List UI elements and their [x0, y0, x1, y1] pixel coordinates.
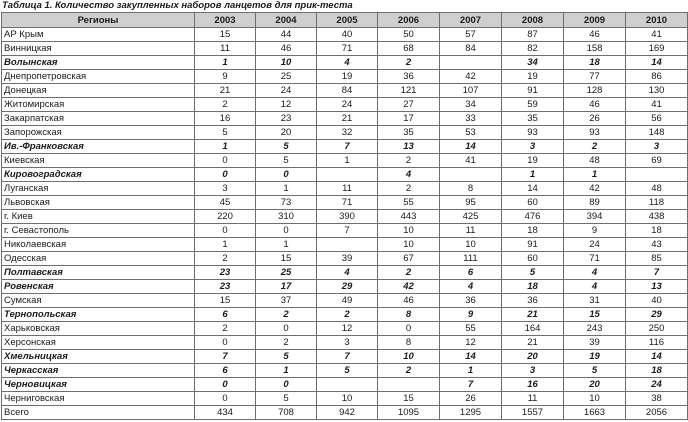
- column-header-year: 2006: [378, 13, 440, 28]
- value-cell: 20: [502, 350, 564, 364]
- value-cell: 116: [626, 336, 688, 350]
- table-row: [2, 98, 688, 112]
- value-cell: 71: [317, 42, 378, 56]
- value-cell: 0: [195, 378, 256, 392]
- value-cell: 41: [440, 154, 502, 168]
- table-row: [2, 252, 688, 266]
- region-name-cell: Днепропетровская: [2, 70, 195, 84]
- table-row: [2, 140, 688, 154]
- region-name-cell: Харьковская: [2, 322, 195, 336]
- value-cell: 2: [378, 182, 440, 196]
- table-row: [2, 42, 688, 56]
- value-cell: 12: [440, 336, 502, 350]
- value-cell: 71: [317, 196, 378, 210]
- value-cell: 1: [317, 154, 378, 168]
- value-cell: 9: [195, 70, 256, 84]
- value-cell: 21: [195, 84, 256, 98]
- value-cell: 2: [317, 308, 378, 322]
- value-cell: 8: [378, 308, 440, 322]
- value-cell: 10: [378, 224, 440, 238]
- table-row: [2, 112, 688, 126]
- region-name-cell: г. Киев: [2, 210, 195, 224]
- value-cell: 24: [317, 98, 378, 112]
- value-cell: 50: [378, 28, 440, 42]
- column-header-year: 2008: [502, 13, 564, 28]
- value-cell: 68: [378, 42, 440, 56]
- value-cell: 0: [256, 322, 317, 336]
- value-cell: 18: [626, 364, 688, 378]
- value-cell: 14: [626, 350, 688, 364]
- value-cell: 59: [502, 98, 564, 112]
- value-cell: 2: [378, 56, 440, 70]
- value-cell: 89: [564, 196, 626, 210]
- value-cell: 71: [564, 252, 626, 266]
- value-cell: 17: [256, 280, 317, 294]
- region-name-cell: Запорожская: [2, 126, 195, 140]
- value-cell: 0: [195, 336, 256, 350]
- value-cell: [317, 168, 378, 182]
- value-cell: 4: [564, 266, 626, 280]
- value-cell: 82: [502, 42, 564, 56]
- table-row: [2, 28, 688, 42]
- table-header-row: [2, 13, 688, 28]
- value-cell: 12: [256, 98, 317, 112]
- value-cell: 14: [502, 182, 564, 196]
- value-cell: 40: [626, 294, 688, 308]
- value-cell: 69: [626, 154, 688, 168]
- value-cell: 15: [256, 252, 317, 266]
- table-row: [2, 126, 688, 140]
- value-cell: 438: [626, 210, 688, 224]
- value-cell: 24: [626, 378, 688, 392]
- value-cell: 394: [564, 210, 626, 224]
- value-cell: 29: [317, 280, 378, 294]
- value-cell: 3: [502, 140, 564, 154]
- value-cell: 2: [378, 266, 440, 280]
- column-header-year: 2003: [195, 13, 256, 28]
- value-cell: 111: [440, 252, 502, 266]
- value-cell: 1: [195, 56, 256, 70]
- value-cell: 3: [502, 364, 564, 378]
- value-cell: 425: [440, 210, 502, 224]
- value-cell: 10: [378, 238, 440, 252]
- value-cell: 19: [502, 70, 564, 84]
- value-cell: 18: [564, 56, 626, 70]
- value-cell: 13: [378, 140, 440, 154]
- value-cell: 46: [378, 294, 440, 308]
- value-cell: 5: [256, 350, 317, 364]
- value-cell: 8: [378, 336, 440, 350]
- region-name-cell: Житомирская: [2, 98, 195, 112]
- value-cell: 40: [317, 28, 378, 42]
- value-cell: 1: [256, 238, 317, 252]
- table-row: [2, 224, 688, 238]
- value-cell: 77: [564, 70, 626, 84]
- value-cell: 38: [626, 392, 688, 406]
- value-cell: 84: [440, 42, 502, 56]
- value-cell: 12: [317, 322, 378, 336]
- value-cell: 55: [378, 196, 440, 210]
- value-cell: 1: [195, 238, 256, 252]
- value-cell: 11: [317, 182, 378, 196]
- value-cell: 1663: [564, 406, 626, 420]
- value-cell: 84: [317, 84, 378, 98]
- value-cell: 36: [440, 294, 502, 308]
- region-name-cell: Сумская: [2, 294, 195, 308]
- value-cell: 19: [317, 70, 378, 84]
- region-name-cell: Черниговская: [2, 392, 195, 406]
- value-cell: 5: [256, 140, 317, 154]
- value-cell: 0: [256, 224, 317, 238]
- value-cell: 121: [378, 84, 440, 98]
- table-row: [2, 336, 688, 350]
- value-cell: 21: [502, 308, 564, 322]
- region-name-cell: АР Крым: [2, 28, 195, 42]
- region-name-cell: Винницкая: [2, 42, 195, 56]
- value-cell: 19: [564, 350, 626, 364]
- value-cell: 27: [378, 98, 440, 112]
- value-cell: 15: [195, 294, 256, 308]
- value-cell: [378, 378, 440, 392]
- value-cell: 7: [440, 378, 502, 392]
- value-cell: 7: [317, 350, 378, 364]
- value-cell: 0: [195, 168, 256, 182]
- value-cell: 4: [440, 280, 502, 294]
- region-name-cell: Львовская: [2, 196, 195, 210]
- value-cell: 15: [378, 392, 440, 406]
- value-cell: 49: [317, 294, 378, 308]
- region-name-cell: Всего: [2, 406, 195, 420]
- value-cell: 91: [502, 84, 564, 98]
- region-name-cell: Хмельницкая: [2, 350, 195, 364]
- value-cell: 93: [564, 126, 626, 140]
- region-name-cell: Тернопольская: [2, 308, 195, 322]
- value-cell: 0: [195, 154, 256, 168]
- value-cell: 48: [564, 154, 626, 168]
- value-cell: 26: [440, 392, 502, 406]
- value-cell: 10: [317, 392, 378, 406]
- value-cell: 21: [502, 336, 564, 350]
- value-cell: 16: [502, 378, 564, 392]
- value-cell: 4: [317, 266, 378, 280]
- column-header-year: 2010: [626, 13, 688, 28]
- value-cell: 128: [564, 84, 626, 98]
- value-cell: 56: [626, 112, 688, 126]
- value-cell: 60: [502, 252, 564, 266]
- value-cell: 53: [440, 126, 502, 140]
- value-cell: 6: [195, 364, 256, 378]
- value-cell: 23: [195, 280, 256, 294]
- value-cell: 55: [440, 322, 502, 336]
- value-cell: 8: [440, 182, 502, 196]
- region-name-cell: Черкасская: [2, 364, 195, 378]
- value-cell: [317, 378, 378, 392]
- table-row: [2, 168, 688, 182]
- value-cell: 42: [378, 280, 440, 294]
- value-cell: 6: [440, 266, 502, 280]
- value-cell: 19: [502, 154, 564, 168]
- value-cell: 34: [440, 98, 502, 112]
- table-row: [2, 196, 688, 210]
- value-cell: 73: [256, 196, 317, 210]
- value-cell: 13: [626, 280, 688, 294]
- value-cell: 25: [256, 70, 317, 84]
- value-cell: 243: [564, 322, 626, 336]
- value-cell: 1: [256, 182, 317, 196]
- region-name-cell: Одесская: [2, 252, 195, 266]
- value-cell: 434: [195, 406, 256, 420]
- value-cell: 10: [440, 238, 502, 252]
- value-cell: 39: [317, 252, 378, 266]
- table-row: [2, 378, 688, 392]
- value-cell: 2056: [626, 406, 688, 420]
- table-row: [2, 84, 688, 98]
- region-name-cell: г. Севастополь: [2, 224, 195, 238]
- value-cell: 9: [564, 224, 626, 238]
- value-cell: 23: [256, 112, 317, 126]
- value-cell: 25: [256, 266, 317, 280]
- region-name-cell: Херсонская: [2, 336, 195, 350]
- value-cell: 14: [626, 56, 688, 70]
- value-cell: 17: [378, 112, 440, 126]
- value-cell: 16: [195, 112, 256, 126]
- value-cell: 2: [195, 322, 256, 336]
- value-cell: 15: [564, 308, 626, 322]
- value-cell: 23: [195, 266, 256, 280]
- value-cell: 36: [378, 70, 440, 84]
- value-cell: 5: [195, 126, 256, 140]
- lancet-purchases-table: [1, 12, 688, 420]
- value-cell: 1557: [502, 406, 564, 420]
- table-row: [2, 392, 688, 406]
- value-cell: 10: [378, 350, 440, 364]
- value-cell: 86: [626, 70, 688, 84]
- table-row: [2, 280, 688, 294]
- value-cell: 2: [378, 364, 440, 378]
- value-cell: 42: [564, 182, 626, 196]
- value-cell: 85: [626, 252, 688, 266]
- value-cell: 0: [256, 378, 317, 392]
- value-cell: 14: [440, 140, 502, 154]
- value-cell: 1: [256, 364, 317, 378]
- value-cell: 9: [440, 308, 502, 322]
- value-cell: 44: [256, 28, 317, 42]
- value-cell: 29: [626, 308, 688, 322]
- value-cell: 57: [440, 28, 502, 42]
- value-cell: [317, 238, 378, 252]
- value-cell: 0: [195, 392, 256, 406]
- value-cell: 39: [564, 336, 626, 350]
- table-row: [2, 308, 688, 322]
- value-cell: 34: [502, 56, 564, 70]
- value-cell: 220: [195, 210, 256, 224]
- value-cell: 4: [564, 280, 626, 294]
- value-cell: 32: [317, 126, 378, 140]
- value-cell: 3: [317, 336, 378, 350]
- value-cell: 5: [256, 392, 317, 406]
- value-cell: 6: [195, 308, 256, 322]
- value-cell: 5: [256, 154, 317, 168]
- region-name-cell: Закарпатская: [2, 112, 195, 126]
- value-cell: 43: [626, 238, 688, 252]
- value-cell: 2: [378, 154, 440, 168]
- table-row: [2, 154, 688, 168]
- region-name-cell: Ровенская: [2, 280, 195, 294]
- value-cell: 443: [378, 210, 440, 224]
- value-cell: 48: [626, 182, 688, 196]
- value-cell: 91: [502, 238, 564, 252]
- value-cell: 2: [256, 308, 317, 322]
- value-cell: 310: [256, 210, 317, 224]
- value-cell: 164: [502, 322, 564, 336]
- value-cell: 2: [256, 336, 317, 350]
- region-name-cell: Донецкая: [2, 84, 195, 98]
- value-cell: 24: [564, 238, 626, 252]
- value-cell: 7: [317, 140, 378, 154]
- value-cell: 95: [440, 196, 502, 210]
- value-cell: 250: [626, 322, 688, 336]
- value-cell: 5: [317, 364, 378, 378]
- value-cell: 18: [502, 280, 564, 294]
- region-name-cell: Полтавская: [2, 266, 195, 280]
- value-cell: 10: [256, 56, 317, 70]
- value-cell: 158: [564, 42, 626, 56]
- value-cell: [440, 56, 502, 70]
- value-cell: 37: [256, 294, 317, 308]
- column-header-year: 2009: [564, 13, 626, 28]
- table-row: [2, 294, 688, 308]
- value-cell: [626, 168, 688, 182]
- region-name-cell: Ив.-Франковская: [2, 140, 195, 154]
- value-cell: 1: [440, 364, 502, 378]
- value-cell: 36: [502, 294, 564, 308]
- value-cell: 35: [502, 112, 564, 126]
- value-cell: 87: [502, 28, 564, 42]
- column-header-year: 2004: [256, 13, 317, 28]
- value-cell: 24: [256, 84, 317, 98]
- value-cell: 20: [256, 126, 317, 140]
- value-cell: 942: [317, 406, 378, 420]
- value-cell: 0: [195, 224, 256, 238]
- value-cell: 41: [626, 98, 688, 112]
- value-cell: 169: [626, 42, 688, 56]
- value-cell: 42: [440, 70, 502, 84]
- value-cell: 45: [195, 196, 256, 210]
- table-row: [2, 70, 688, 84]
- value-cell: 7: [626, 266, 688, 280]
- table-row: [2, 238, 688, 252]
- value-cell: 11: [440, 224, 502, 238]
- value-cell: 1095: [378, 406, 440, 420]
- value-cell: 148: [626, 126, 688, 140]
- table-row: [2, 350, 688, 364]
- value-cell: 1: [502, 168, 564, 182]
- value-cell: 46: [256, 42, 317, 56]
- value-cell: 7: [195, 350, 256, 364]
- value-cell: 5: [564, 364, 626, 378]
- value-cell: 3: [195, 182, 256, 196]
- value-cell: 67: [378, 252, 440, 266]
- value-cell: 4: [317, 56, 378, 70]
- value-cell: 708: [256, 406, 317, 420]
- value-cell: 60: [502, 196, 564, 210]
- value-cell: 41: [626, 28, 688, 42]
- value-cell: 10: [564, 392, 626, 406]
- value-cell: 2: [195, 252, 256, 266]
- value-cell: 31: [564, 294, 626, 308]
- value-cell: 18: [502, 224, 564, 238]
- value-cell: 35: [378, 126, 440, 140]
- value-cell: 20: [564, 378, 626, 392]
- value-cell: 7: [317, 224, 378, 238]
- value-cell: 11: [195, 42, 256, 56]
- value-cell: 107: [440, 84, 502, 98]
- value-cell: 0: [378, 322, 440, 336]
- value-cell: 476: [502, 210, 564, 224]
- value-cell: 2: [195, 98, 256, 112]
- value-cell: 118: [626, 196, 688, 210]
- value-cell: 93: [502, 126, 564, 140]
- table-row: [2, 322, 688, 336]
- value-cell: 2: [564, 140, 626, 154]
- value-cell: 33: [440, 112, 502, 126]
- value-cell: 26: [564, 112, 626, 126]
- value-cell: 46: [564, 98, 626, 112]
- region-name-cell: Николаевская: [2, 238, 195, 252]
- region-name-cell: Киевская: [2, 154, 195, 168]
- value-cell: 130: [626, 84, 688, 98]
- region-name-cell: Черновицкая: [2, 378, 195, 392]
- region-name-cell: Луганская: [2, 182, 195, 196]
- column-header-region: Регионы: [2, 13, 195, 28]
- value-cell: 14: [440, 350, 502, 364]
- value-cell: 21: [317, 112, 378, 126]
- value-cell: 1295: [440, 406, 502, 420]
- table-row: [2, 364, 688, 378]
- column-header-year: 2005: [317, 13, 378, 28]
- table-row: [2, 210, 688, 224]
- table-row: [2, 56, 688, 70]
- value-cell: 46: [564, 28, 626, 42]
- table-row: [2, 406, 688, 420]
- value-cell: 15: [195, 28, 256, 42]
- value-cell: [440, 168, 502, 182]
- region-name-cell: Волынская: [2, 56, 195, 70]
- table-caption: Таблица 1. Количество закупленных наборов ланцетов для прик-теста: [2, 0, 353, 11]
- value-cell: 11: [502, 392, 564, 406]
- value-cell: 1: [564, 168, 626, 182]
- value-cell: 18: [626, 224, 688, 238]
- value-cell: 1: [195, 140, 256, 154]
- value-cell: 390: [317, 210, 378, 224]
- table-body: [2, 28, 688, 420]
- table-row: [2, 182, 688, 196]
- value-cell: 4: [378, 168, 440, 182]
- value-cell: 0: [256, 168, 317, 182]
- region-name-cell: Кировоградская: [2, 168, 195, 182]
- column-header-year: 2007: [440, 13, 502, 28]
- value-cell: 5: [502, 266, 564, 280]
- value-cell: 3: [626, 140, 688, 154]
- table-row: [2, 266, 688, 280]
